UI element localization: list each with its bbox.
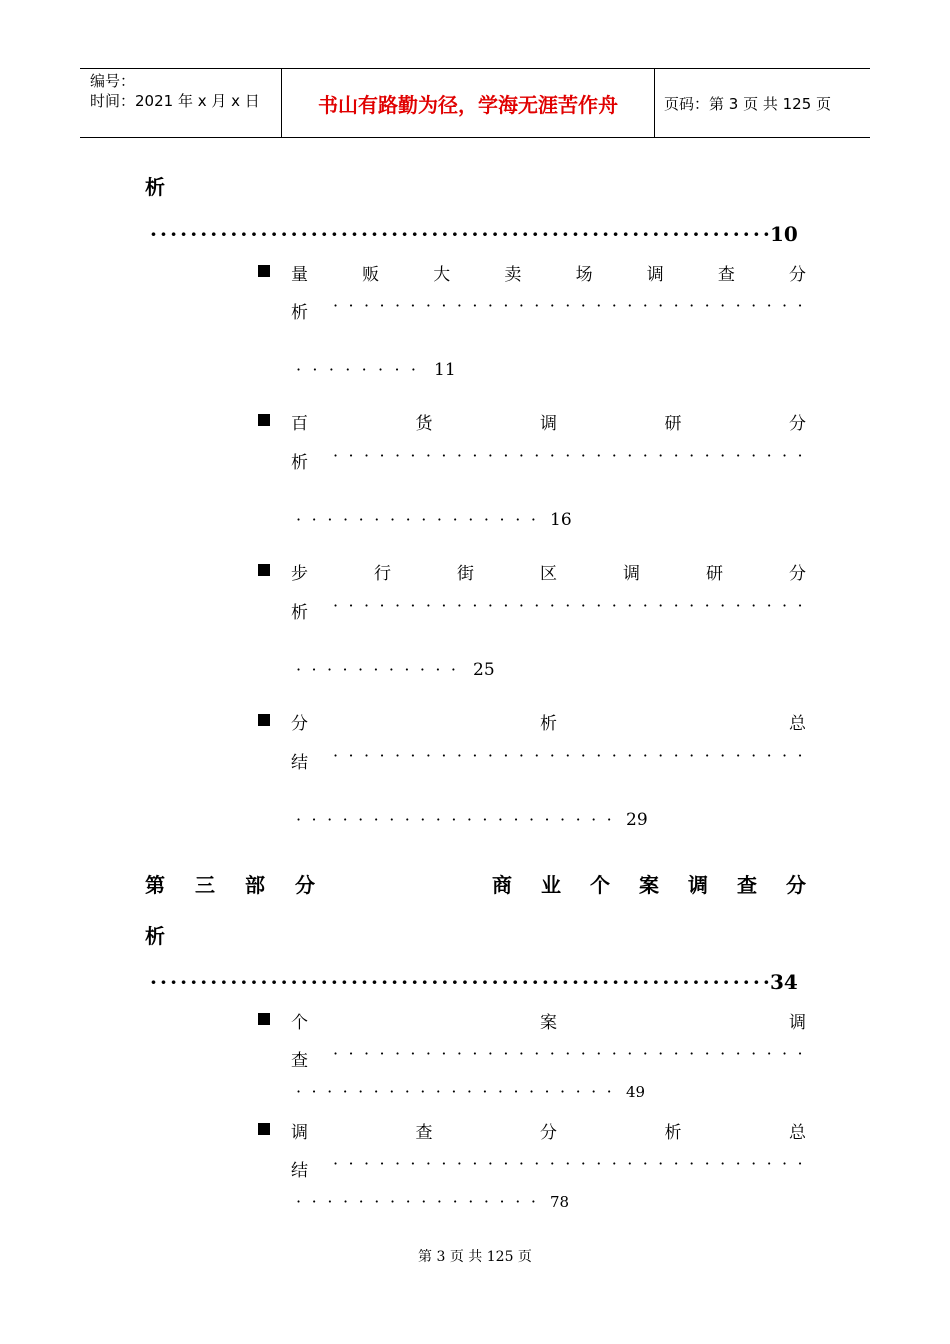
toc-leader: · · · · · · · · · · · · · · · · · · · · · · · · · · · · · · · [333,296,803,315]
toc-item-tail: 查 [291,1051,308,1071]
toc-leader: · · · · · · · · · · · · · · · · · · · · · · · · · · · · · · · [333,1154,803,1173]
toc-item-heading: 步 行 街 区 调 研 分 [291,564,806,584]
toc-leader: · · · · · · · · · · · · · · · · [296,1192,536,1211]
toc-item-tail: 结 [291,753,308,773]
date-label: 时间：2021 年 x 月 x 日 [90,92,260,110]
toc-leader: · · · · · · · · · · · · · · · · · · · · · · · · · · · · · · · [333,746,803,765]
page-footer: 第 3 页 共 125 页 [418,1249,532,1265]
toc-item-heading: 调 查 分 析 总 [291,1123,806,1143]
bullet-icon [258,564,270,576]
bullet-icon [258,1013,270,1025]
toc-leader: · · · · · · · · · · · · · · · · · · · · · · · · · · · · · · · · · · · · · · · · · · · · · · · · · · · · · · · · · · · · · · [150,222,770,246]
toc-leader: · · · · · · · · · · · · · · · · · · · · · · · · · · · · · · · · · · · · · · · · · · · · · · · · · · · · · · · · · · · · · · [150,970,770,994]
header-divider [654,69,655,137]
part3-heading-tail: 析 [145,924,165,948]
number-label: 编号： [90,72,136,90]
toc-leader: · · · · · · · · · · · · · · · · · · · · · · · · · · · · · · · [333,596,803,615]
toc-leader: · · · · · · · · · · · · · · · · [296,510,536,529]
toc-item-tail: 析 [291,603,308,623]
toc-item-heading: 分 析 总 [291,714,806,734]
bullet-icon [258,414,270,426]
toc-leader: · · · · · · · · [296,360,416,379]
toc-item-heading: 百 货 调 研 分 [291,414,806,434]
part3-heading-right: 商 业 个 案 调 查 分 [492,873,806,897]
bullet-icon [258,714,270,726]
header-meta [90,71,260,111]
bullet-icon [258,265,270,277]
toc-page-number: 16 [550,510,572,530]
toc-page-number: 34 [770,970,798,994]
toc-leader: · · · · · · · · · · · · · · · · · · · · · [296,810,612,829]
toc-leader: · · · · · · · · · · · · · · · · · · · · · · · · · · · · · · · [333,446,803,465]
part3-heading-left: 第 三 部 分 [145,873,315,897]
toc-item-tail: 析 [291,303,308,323]
page-info: 页码：第 3 页 共 125 页 [664,94,832,113]
toc-leader: · · · · · · · · · · · [296,660,456,679]
bullet-icon [258,1123,270,1135]
page-header [80,68,870,138]
toc-page-number: 49 [626,1083,646,1101]
motto: 书山有路勤为径，学海无涯苦作舟 [318,92,618,117]
toc-item-heading: 量 贩 大 卖 场 调 查 分 [291,265,806,285]
toc-item-tail: 析 [291,453,308,473]
toc-item-heading: 个 案 调 [291,1013,806,1033]
toc-page-number: 29 [626,810,648,830]
toc-part2-tail: 析 [145,175,165,199]
toc-page-number: 78 [550,1193,570,1211]
toc-page-number: 25 [473,660,495,680]
toc-page-number: 10 [770,222,798,246]
toc-leader: · · · · · · · · · · · · · · · · · · · · · · · · · · · · · · · [333,1044,803,1063]
toc-item-tail: 结 [291,1161,308,1181]
toc-leader: · · · · · · · · · · · · · · · · · · · · · [296,1082,612,1101]
toc-page-number: 11 [434,360,456,380]
